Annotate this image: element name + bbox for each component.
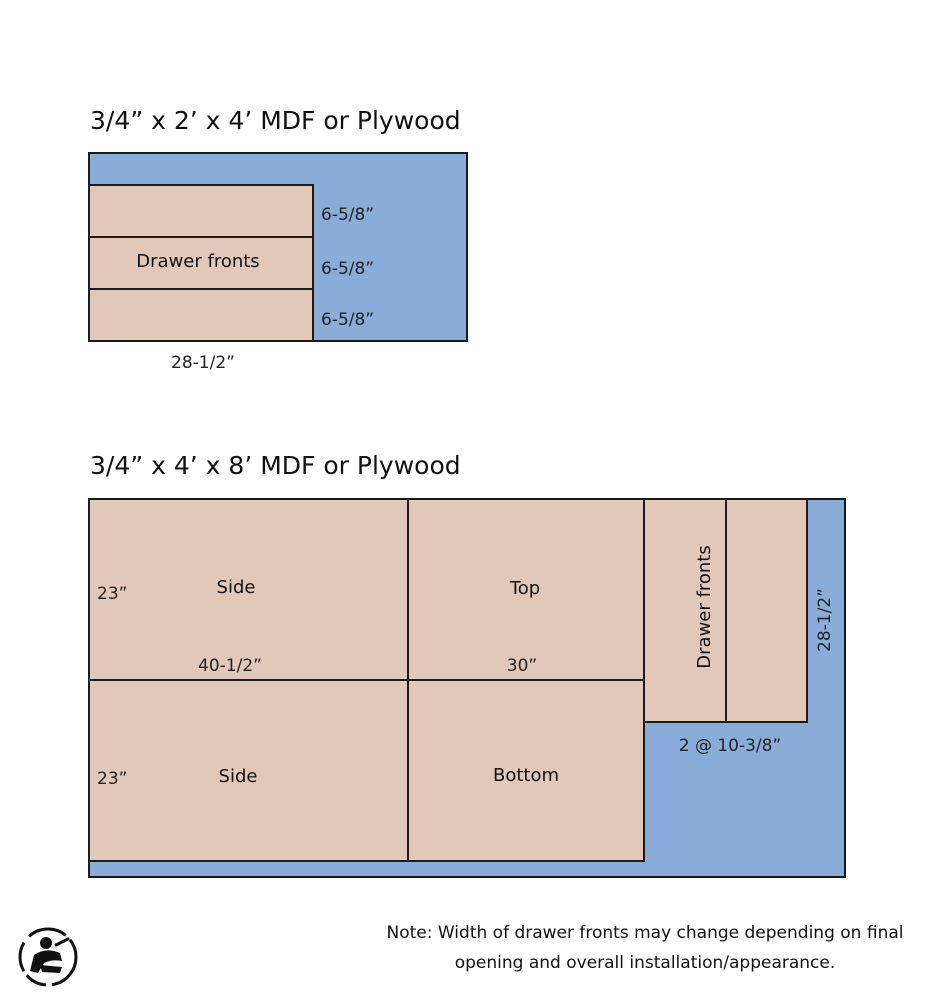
small-width-dim: 28-1/2”	[171, 353, 235, 373]
side-top-height: 23”	[97, 584, 128, 604]
footnote-line-1: Note: Width of drawer fronts may change depending on final	[386, 923, 904, 943]
row-dim-2: 6-5/8”	[321, 259, 375, 279]
side-bottom-label: Side	[218, 766, 258, 787]
drawer-front-piece	[89, 289, 313, 341]
footnote-line-2: opening and overall installation/appearance.	[454, 953, 836, 973]
woodworker-logo-icon	[16, 925, 80, 989]
top-width-dim: 30”	[506, 656, 538, 676]
row-dim-1: 6-5/8”	[321, 205, 375, 225]
large-sheet	[89, 499, 845, 877]
drawer-fronts-length-dim: 28-1/2”	[815, 588, 835, 652]
drawer-front-strip	[726, 499, 807, 722]
side-top-label: Side	[216, 577, 256, 598]
drawer-fronts-label: Drawer fronts	[136, 251, 260, 272]
small-sheet-title: 3/4” x 2’ x 4’ MDF or Plywood	[90, 106, 461, 135]
drawer-front-piece	[89, 185, 313, 237]
large-sheet-title: 3/4” x 4’ x 8’ MDF or Plywood	[90, 451, 461, 480]
drawer-fronts-width-dim: 2 @ 10-3/8”	[678, 736, 782, 756]
side-width-dim: 40-1/2”	[198, 656, 262, 676]
bottom-label: Bottom	[492, 765, 560, 786]
small-sheet	[89, 153, 467, 373]
top-label: Top	[509, 578, 541, 599]
side-bottom-height: 23”	[97, 769, 128, 789]
row-dim-3: 6-5/8”	[321, 310, 375, 330]
footnote	[380, 918, 910, 978]
drawer-fronts-vertical-label: Drawer fronts	[694, 545, 715, 669]
